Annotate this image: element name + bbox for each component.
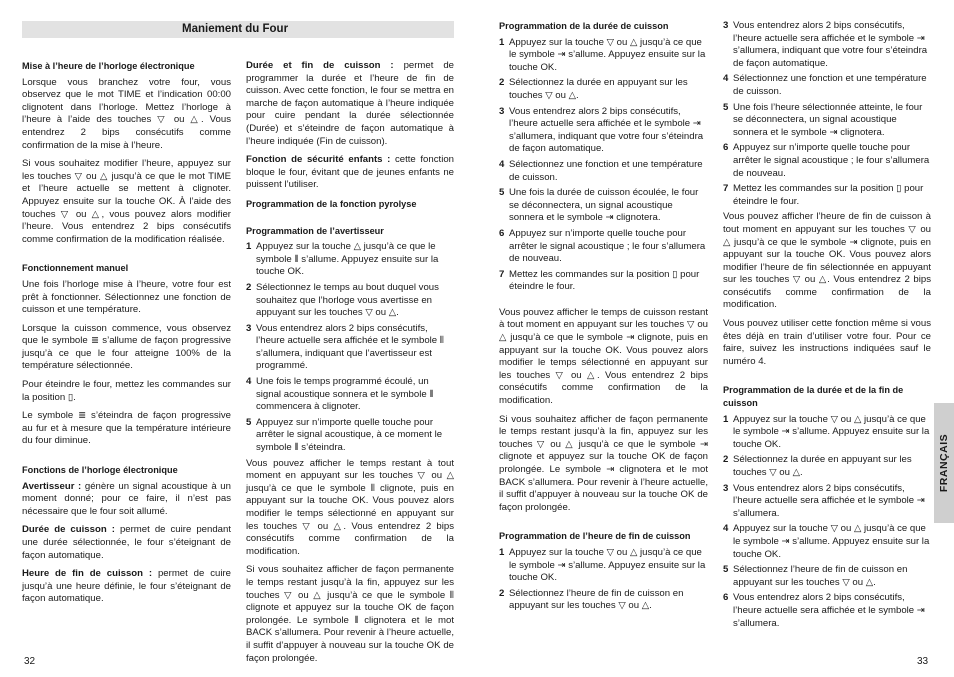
step-item: 4 Sélectionnez une fonction et une température de cuisson. xyxy=(499,158,703,183)
paragraph: Lorsque la cuisson commence, vous observez que le symbole ≣ s’allume de façon progressive jusqu’à ce que le four atteigne 100% de la température sélectionnée. xyxy=(22,322,231,372)
step-item: 3 Vous entendrez alors 2 bips consécutifs, l’heure actuelle sera affichée et le symbole ⇥ s’allumera, indiquant que votre four s’éteindra de façon automatique. xyxy=(723,20,928,69)
section-heading-functions: Fonctions de l’horloge électronique xyxy=(22,465,178,476)
step-item: 3 Vous entendrez alors 2 bips consécutifs, l’heure actuelle sera affichée et le symbole ⦀ s’allumera, indiquant que l’avertisseur est programmé. xyxy=(246,322,445,372)
step-item: 3 Vous entendrez alors 2 bips consécutifs, l’heure actuelle sera affichée et le symbole ⇥ s’allumera, indiquant que votre four s’éteindra de façon automatique. xyxy=(499,105,704,155)
paragraph: Vous pouvez utiliser cette fonction même si vous êtes déjà en train d’utiliser votre four. Pour ce faire, suivez les instructions indiquées sauf le numéro 4. xyxy=(723,318,931,367)
step-item: 2 Sélectionnez le temps au bout duquel vous souhaitez que l’horloge vous avertisse en appuyant sur les touches ▽ ou △. xyxy=(246,281,439,319)
column-3 xyxy=(499,20,708,616)
page-number-left: 32 xyxy=(24,656,36,667)
paragraph: Lorsque vous branchez votre four, vous observez que le mot TIME et l’indication 00:00 clignotent dans l’horloge. Mettez l’horloge à l’heure à l’aide des touches ▽ ou △. Vous entendrez 2 bips consécutifs comme confirmation de la mise à l’heure. xyxy=(22,76,231,151)
step-item: 1 Appuyez sur la touche △ jusqu’à ce que le symbole ⦀ s’allume. Appuyez ensuite sur la touche OK. xyxy=(246,241,439,278)
definition-item: Avertisseur : génère un signal acoustique à un moment donné; pour ce faire, il n’est pas nécessaire que le four soit allumé. xyxy=(22,480,231,517)
section-heading-pyrolysis: Programmation de la fonction pyrolyse xyxy=(246,198,417,209)
step-item: 5 Une fois l’heure sélectionnée atteinte, le four se déconnectera, un signal acoustique sonnera et le symbole ⇥ clignotera. xyxy=(723,101,923,138)
step-item: 1 Appuyez sur la touche ▽ ou △ jusqu’à ce que le symbole ⇥ s’allume. Appuyez ensuite sur la touche OK. xyxy=(499,36,706,73)
language-tab xyxy=(934,403,954,523)
column-1 xyxy=(22,60,231,612)
step-item: 4 Une fois le temps programmé écoulé, un signal acoustique sonnera et le symbole ⦀ commencera à clignoter. xyxy=(246,376,434,413)
column-4 xyxy=(723,20,931,633)
step-item: 1 Appuyez sur la touche ▽ ou △ jusqu’à ce que le symbole ⇥ s’allume. Appuyez ensuite sur la touche OK. xyxy=(499,546,706,584)
paragraph: Une fois l’horloge mise à l’heure, votre four est prêt à fonctionner. Sélectionnez une fonction de cuisson et une température. xyxy=(22,278,231,316)
paragraph: Vous pouvez afficher l’heure de fin de cuisson à tout moment en appuyant sur les touches ▽ ou △ jusqu’à ce que le symbole ⇥ clignote, puis en appuyant sur la touche OK. Vous pouvez alors modifier l’heure de fin sélectionnée en appuyant sur les touches ▽ ou △. Vous entendrez 2 bips consécutifs comme confirmation de la modification. xyxy=(723,211,931,311)
step-item: 2 Sélectionnez la durée en appuyant sur les touches ▽ ou △. xyxy=(499,77,688,101)
column-2 xyxy=(246,60,454,671)
section-heading-timer: Programmation de l’avertisseur xyxy=(246,225,384,236)
definition-item: Durée de cuisson : permet de cuire pendant une durée sélectionnée, le four s’éteignant de façon automatique. xyxy=(22,524,232,561)
step-item: 7 Mettez les commandes sur la position ▯ pour éteindre le four. xyxy=(723,183,924,207)
step-item: 6 Appuyez sur n’importe quelle touche pour arrêter le signal acoustique ; le four s’allumera de nouveau. xyxy=(723,142,930,179)
paragraph: Si vous souhaitez modifier l’heure, appuyez sur les touches ▽ ou △ jusqu’à ce que le mot TIME et l’heure actuelle se mettent à clignoter. Appuyez ensuite sur la touche OK. À l’aide des touches ▽ ou △, vous pouvez alors modifier l’heure. Vous entendrez 2 bips consécutifs comme confirmation de la modification réalisée. xyxy=(22,158,231,245)
section-heading-duration: Programmation de la durée de cuisson xyxy=(499,21,669,31)
step-item: 3 Vous entendrez alors 2 bips consécutifs, l’heure actuelle sera affichée et le symbole ⇥ s’allumera. xyxy=(723,482,925,519)
paragraph: Si vous souhaitez afficher de façon permanente le temps restant jusqu’à la fin, appuyez sur les touches ▽ ou △ jusqu’à ce que le symbole ⇥ clignote et appuyez sur la touche OK de façon prolongée. Le symbole ⇥ clignotera et le mot BACK s’allumera. Pour revenir à l’heure actuelle, il suffit d’appuyer à nouveau sur la touche OK de façon prolongée. xyxy=(499,413,708,513)
section-heading-manual: Fonctionnement manuel xyxy=(22,263,129,274)
page-number-right: 33 xyxy=(917,656,929,667)
paragraph: Vous pouvez afficher le temps restant à tout moment en appuyant sur les touches ▽ ou △ jusqu’à ce que le symbole ⦀ clignote, puis en appuyant sur la touche OK. Vous pouvez alors modifier le temps sélectionné en appuyant sur les touches ▽ ou △. Vous entendrez 2 bips consécutifs comme confirmation de la modification. xyxy=(246,457,454,557)
step-item: 2 Sélectionnez la durée en appuyant sur les touches ▽ ou △. xyxy=(723,454,912,478)
step-item: 1 Appuyez sur la touche ▽ ou △ jusqu’à ce que le symbole ⇥ s’allume. Appuyez ensuite sur la touche OK. xyxy=(723,413,930,450)
page-title: Maniement du Four xyxy=(182,23,289,35)
step-item: 2 Sélectionnez l’heure de fin de cuisson en appuyant sur les touches ▽ ou △. xyxy=(499,587,684,612)
step-item: 6 Appuyez sur n’importe quelle touche pour arrêter le signal acoustique ; le four s’allumera de nouveau. xyxy=(499,227,706,265)
section-heading-clock: Mise à l’heure de l’horloge électronique xyxy=(22,61,195,71)
paragraph: Si vous souhaitez afficher de façon permanente le temps restant jusqu’à la fin, appuyez sur les touches ▽ ou △ jusqu’à ce que le symbole ⦀ clignote et appuyez sur la touche OK de façon prolongée. Le symbole ⦀ clignotera et le mot BACK s’allumera. Pour revenir à l’heure actuelle, il suffit d’appuyer à nouveau sur la touche OK de façon prolongée. xyxy=(246,564,454,664)
step-item: 4 Appuyez sur la touche ▽ ou △ jusqu’à ce que le symbole ⇥ s’allume. Appuyez ensuite sur la touche OK. xyxy=(723,523,930,560)
step-item: 4 Sélectionnez une fonction et une température de cuisson. xyxy=(723,73,927,97)
step-item: 6 Vous entendrez alors 2 bips consécutifs, l’heure actuelle sera affichée et le symbole ⇥ s’allumera. xyxy=(723,592,925,629)
step-item: 5 Une fois la durée de cuisson écoulée, le four se déconnectera, un signal acoustique sonnera et le symbole ⇥ clignotera. xyxy=(499,187,699,224)
language-tab-label: FRANÇAIS xyxy=(938,433,950,493)
paragraph: Vous pouvez afficher le temps de cuisson restant à tout moment en appuyant sur les touches ▽ ou △ jusqu’à ce que le symbole ⇥ clignote, puis en appuyant sur la touche OK. Vous pouvez alors modifier le temps sélectionné en appuyant sur les touches ▽ ou △. Vous entendrez 2 bips consécutifs comme confirmation de la modification. xyxy=(499,306,708,407)
paragraph: Pour éteindre le four, mettez les commandes sur la position ▯. xyxy=(22,379,231,403)
definition-item: Fonction de sécurité enfants : cette fonction bloque le four, évitant que de jeunes enfants ne puissent l’utiliser. xyxy=(246,154,454,191)
section-heading-duration-end: Programmation de la durée et de la fin de cuisson xyxy=(723,385,904,409)
step-item: 5 Sélectionnez l’heure de fin de cuisson en appuyant sur les touches ▽ ou △. xyxy=(723,564,908,588)
section-heading-end-time: Programmation de l’heure de fin de cuisson xyxy=(499,531,691,542)
step-item: 5 Appuyez sur n’importe quelle touche pour arrêter le signal acoustique, à ce moment le symbole ⦀ s’éteindra. xyxy=(246,416,443,454)
definition-item: Heure de fin de cuisson : permet de cuire jusqu’à une heure définie, le four s’éteignant de façon automatique. xyxy=(22,568,232,605)
definition-item: Durée et fin de cuisson : permet de programmer la durée et l’heure de fin de cuisson. Avec cette fonction, le four se mettra en marche de façon automatique à l’heure indiquée pour cuire pendant la durée sélectionnée (Durée) et s’éteindre de façon automatique à l’heure indiquée (Fin de cuisson). xyxy=(246,60,455,147)
paragraph: Le symbole ≣ s’éteindra de façon progressive au fur et à mesure que la température intérieure du four diminue. xyxy=(22,410,231,447)
step-item: 7 Mettez les commandes sur la position ▯ pour éteindre le four. xyxy=(499,268,700,293)
page-header-bar xyxy=(22,21,454,38)
